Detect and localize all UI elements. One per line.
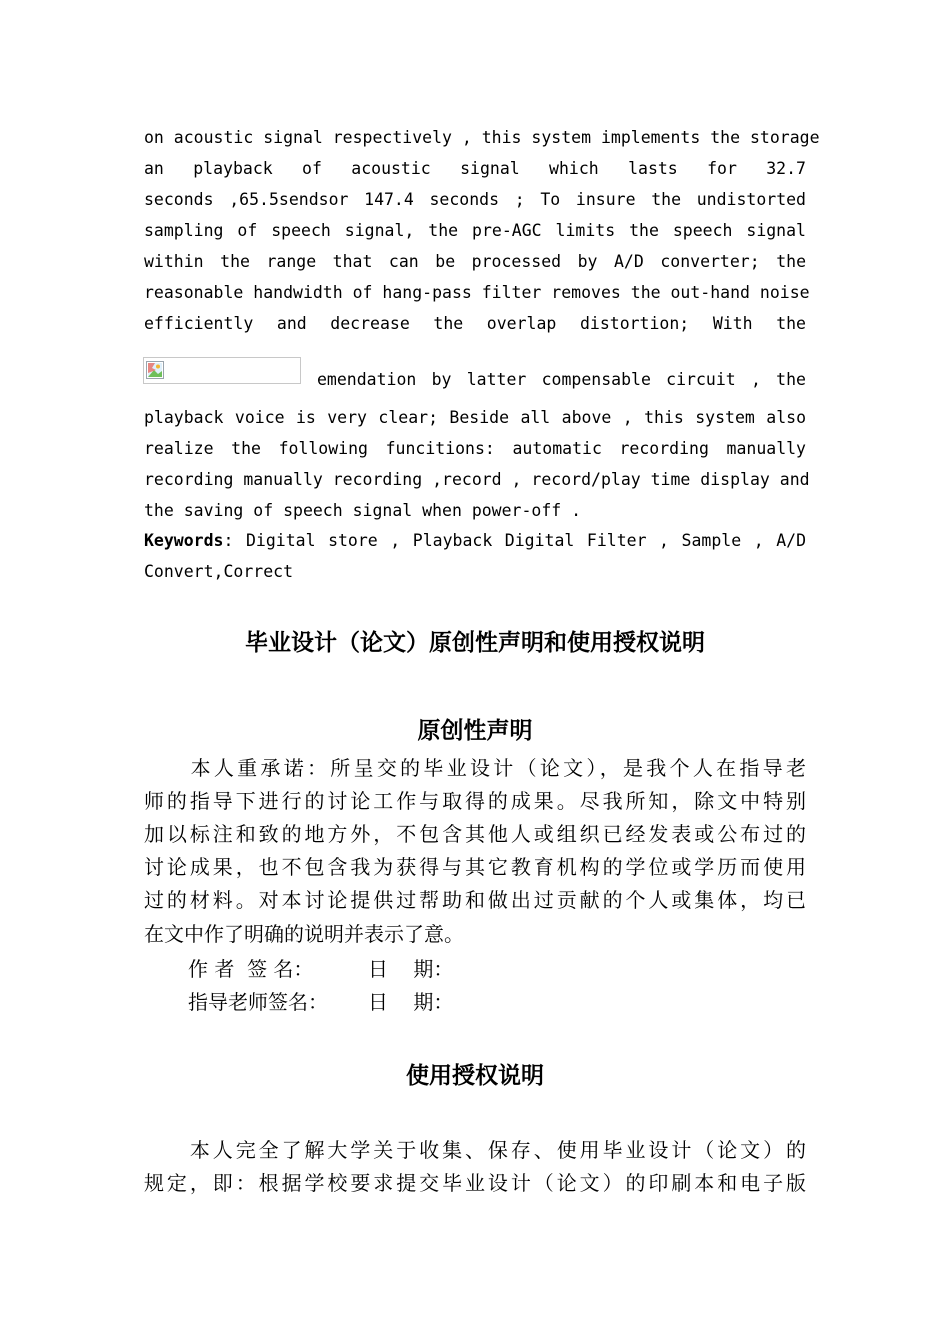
abstract-line: the saving of speech signal when power-off . [144, 501, 582, 520]
abstract-line: an playback of acoustic signal which lasts for 32.7 [144, 159, 806, 178]
originality-paragraph-line: 加以标注和致的地方外，不包含其他人或组织已经发表或公布过的 [144, 822, 806, 846]
abstract-line: reasonable handwidth of hang-pass filter removes the out-hand noise [144, 283, 810, 302]
abstract-line: on acoustic signal respectively , this system implements the storage [144, 128, 820, 147]
abstract-line: within the range that can be processed by A/D converter; the [144, 252, 806, 271]
originality-paragraph-line: 师的指导下进行的讨论工作与取得的成果。尽我所知，除文中特别 [144, 789, 806, 813]
keywords-line: Convert,Correct [144, 562, 294, 581]
abstract-line: sampling of speech signal, the pre-AGC limits the speech signal [144, 221, 806, 240]
broken-image-icon [146, 361, 164, 379]
abstract-line: recording manually recording ,record , record/play time display and [144, 470, 810, 489]
declaration-main-title: 毕业设计（论文）原创性声明和使用授权说明 [245, 630, 705, 656]
originality-paragraph-line: 在文中作了明确的说明并表示了意。 [144, 922, 464, 946]
advisor-signature-label: 指导老师签名： [188, 990, 328, 1014]
originality-paragraph-line: 过的材料。对本讨论提供过帮助和做出过贡献的个人或集体，均已 [144, 888, 806, 912]
keywords-line [144, 531, 806, 551]
originality-title: 原创性声明 [417, 718, 533, 744]
abstract-line: seconds ,65.5sendsor 147.4 seconds ; To insure the undistorted [144, 190, 806, 209]
abstract-line: playback voice is very clear; Beside all above , this system also [144, 408, 806, 427]
keywords-text: : Digital store , Playback Digital Filter , Sample , A/D [223, 531, 806, 550]
abstract-line: realize the following funcitions: automatic recording manually [144, 439, 806, 458]
originality-paragraph-line: 本人重承诺：所呈交的毕业设计（论文），是我个人在指导老 [144, 756, 806, 780]
inline-image-placeholder [143, 357, 301, 384]
authorization-title: 使用授权说明 [406, 1063, 544, 1089]
authorization-paragraph-line: 规定，即：根据学校要求提交毕业设计（论文）的印刷本和电子版 [144, 1171, 806, 1195]
abstract-line: emendation by latter compensable circuit , the [317, 370, 806, 389]
authorization-paragraph-line: 本人完全了解大学关于收集、保存、使用毕业设计（论文）的 [144, 1138, 806, 1162]
originality-paragraph-line: 讨论成果，也不包含我为获得与其它教育机构的学位或学历而使用 [144, 855, 806, 879]
abstract-line: efficiently and decrease the overlap distortion; With the [144, 314, 806, 333]
advisor-date-label: 日 期： [368, 990, 454, 1014]
author-signature-label: 作 者 签 名： [188, 957, 314, 981]
author-date-label: 日 期： [368, 957, 454, 981]
keywords-label: Keywords [144, 531, 224, 550]
